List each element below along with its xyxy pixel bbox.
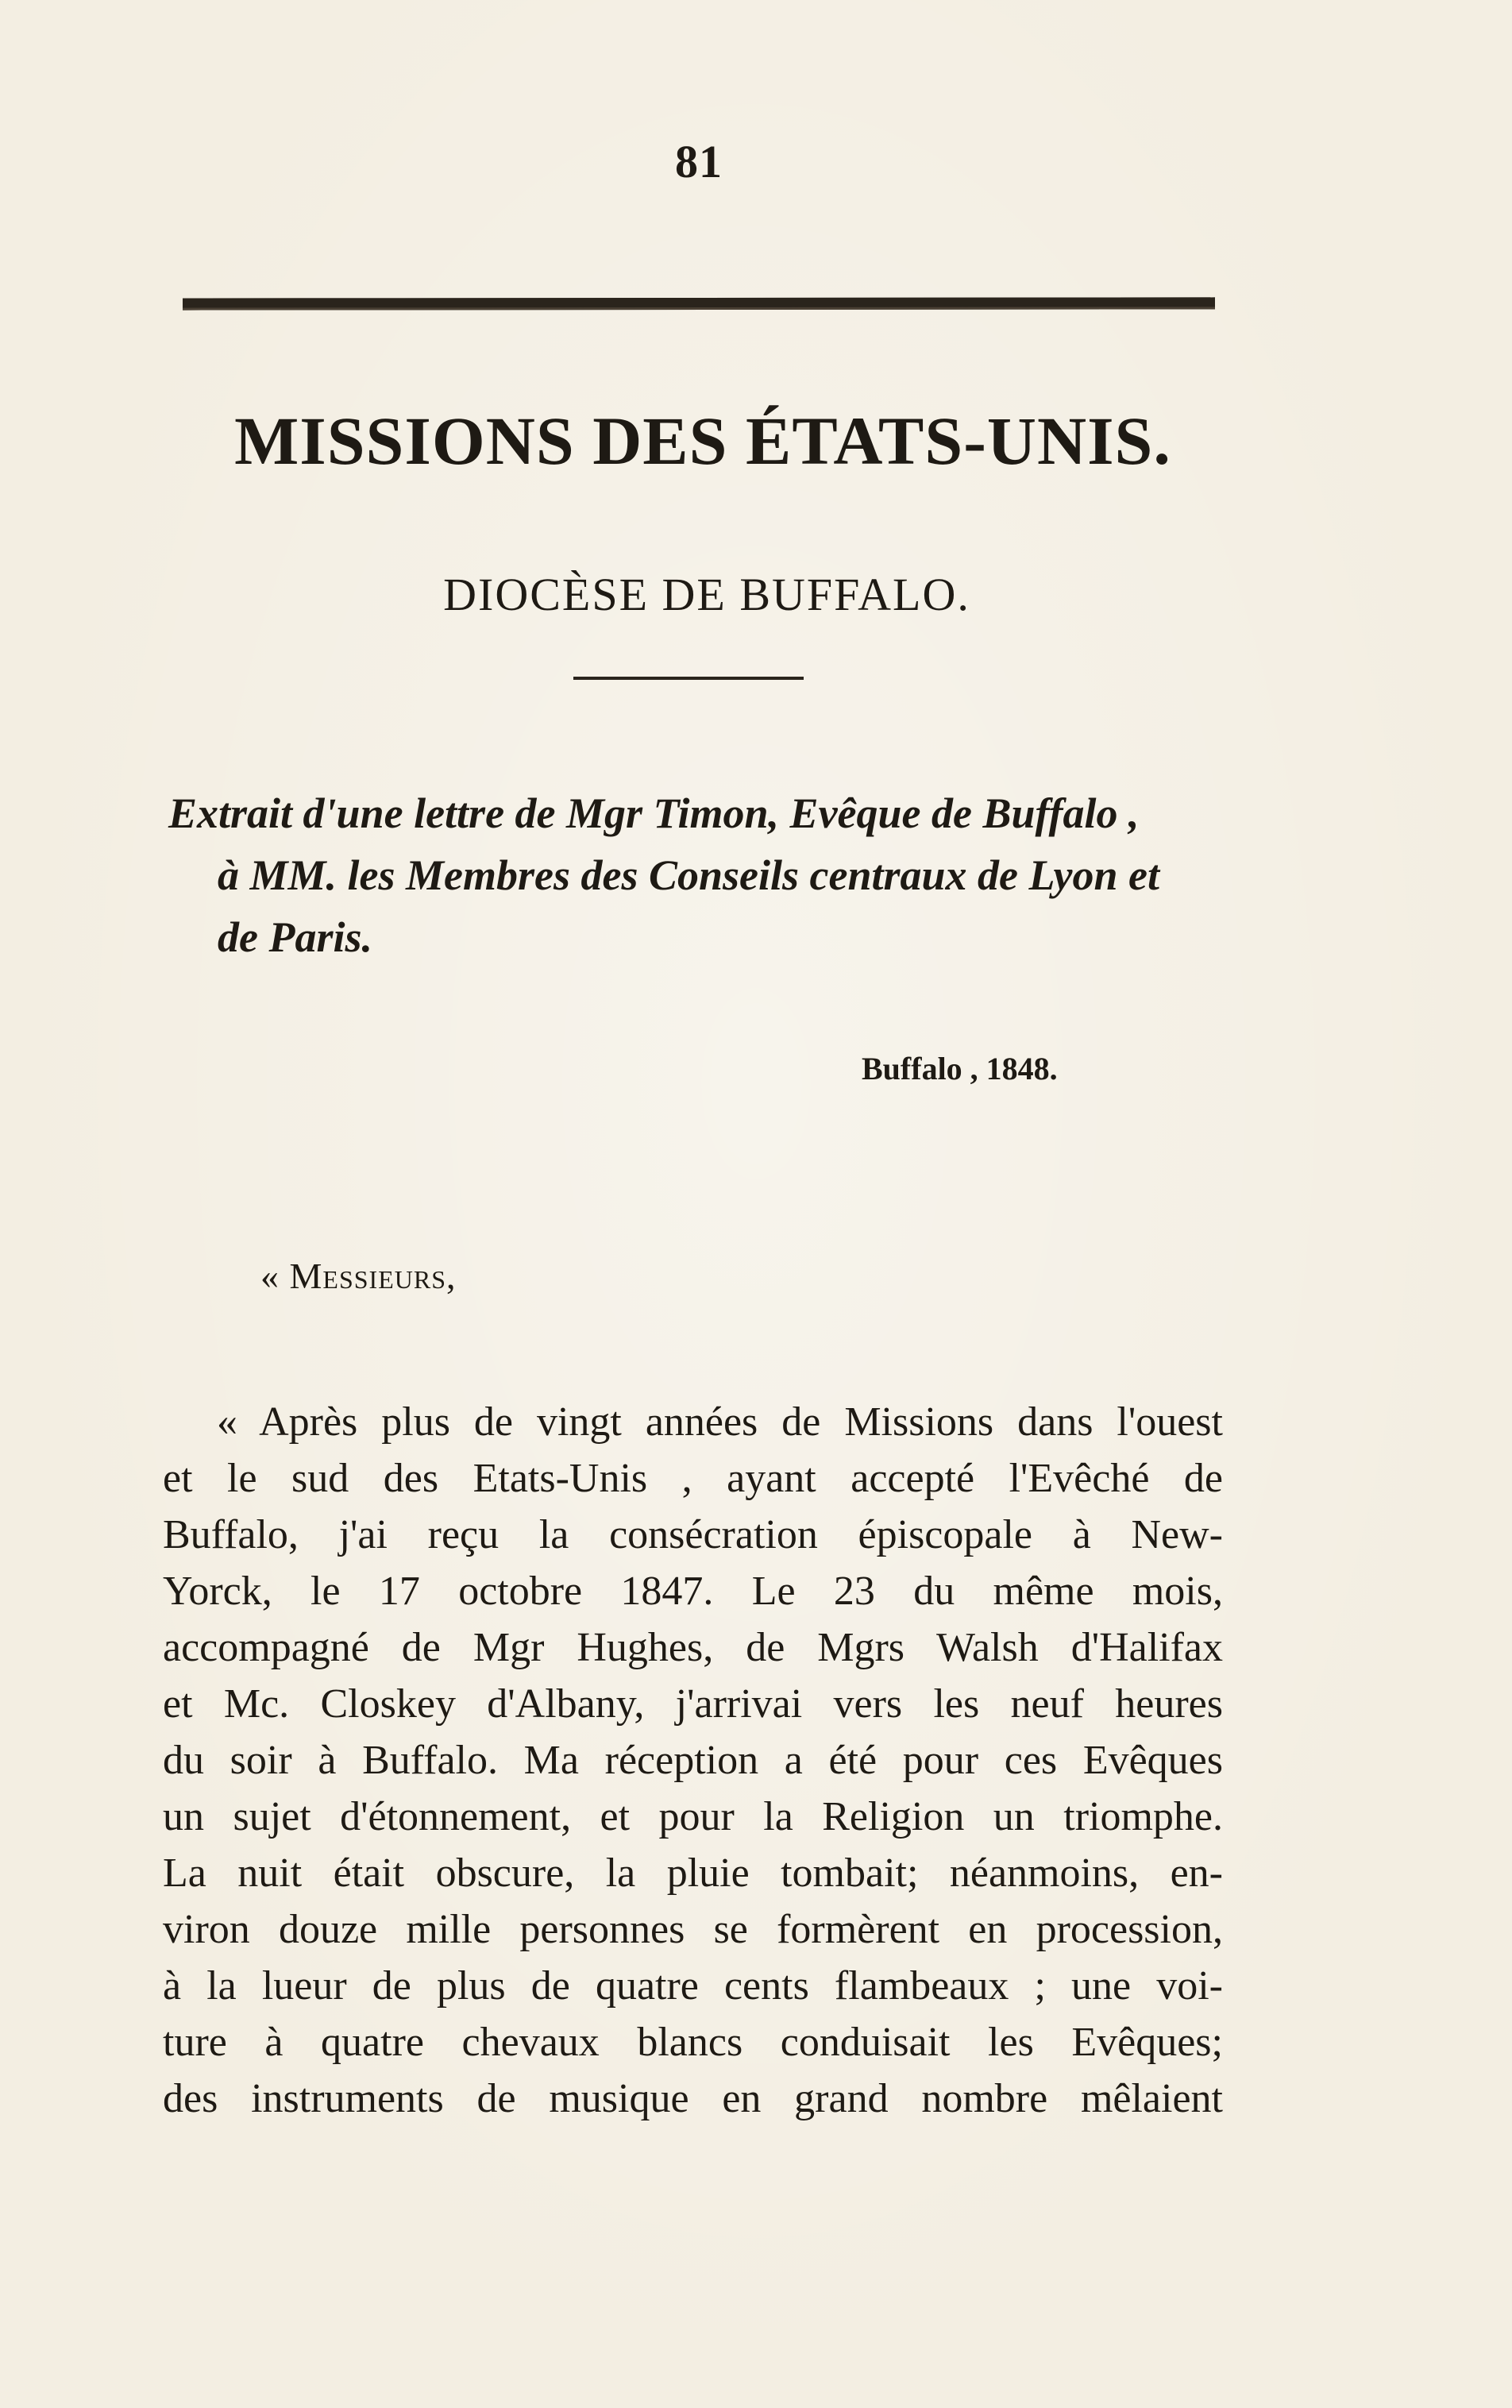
salutation-end: , xyxy=(446,1256,457,1296)
body-line: Buffalo, j'ai reçu la consécration épiscopale à New- xyxy=(163,1512,1223,1557)
body-line: viron douze mille personnes se formèrent en procession, xyxy=(163,1907,1223,1952)
extract-line: à MM. les Membres des Conseils centraux de Lyon et xyxy=(218,851,1159,899)
body-line: et Mc. Closkey d'Albany, j'arrivai vers les neuf heures xyxy=(163,1681,1223,1727)
page-title: MISSIONS DES ÉTATS-UNIS. xyxy=(234,403,1171,479)
section-divider xyxy=(573,677,804,680)
body-line: ture à quatre chevaux blancs conduisait les Evêques; xyxy=(163,2020,1223,2065)
body-line: La nuit était obscure, la pluie tombait; néanmoins, en- xyxy=(163,1850,1223,1896)
body-line: du soir à Buffalo. Ma réception a été pour ces Evêques xyxy=(163,1738,1223,1783)
body-line: Yorck, le 17 octobre 1847. Le 23 du même mois, xyxy=(163,1569,1223,1614)
salutation xyxy=(260,1255,457,1297)
body-line: un sujet d'étonnement, et pour la Religion un triomphe. xyxy=(163,1794,1223,1839)
letter-body xyxy=(163,1394,1223,2127)
body-line: à la lueur de plus de quatre cents flambeaux ; une voi- xyxy=(163,1963,1223,2009)
header-rule xyxy=(183,297,1215,310)
extract-line: de Paris. xyxy=(218,913,372,961)
extract-heading xyxy=(168,782,1225,968)
body-line: et le sud des Etats-Unis , ayant accepté l'Evêché de xyxy=(163,1456,1223,1501)
body-line: « Après plus de vingt années de Missions dans l'ouest xyxy=(217,1399,1223,1445)
salutation-word: Messieurs xyxy=(289,1256,446,1296)
salutation-mark: « xyxy=(260,1256,280,1296)
section-subtitle: DIOCÈSE DE BUFFALO. xyxy=(443,569,970,620)
body-line: accompagné de Mgr Hughes, de Mgrs Walsh d'Halifax xyxy=(163,1625,1223,1670)
extract-line: Extrait d'une lettre de Mgr Timon, Evêque de Buffalo , xyxy=(168,789,1140,837)
body-line: des instruments de musique en grand nombre mêlaient xyxy=(163,2076,1223,2121)
page-number: 81 xyxy=(675,136,723,187)
dateline: Buffalo , 1848. xyxy=(862,1051,1058,1086)
